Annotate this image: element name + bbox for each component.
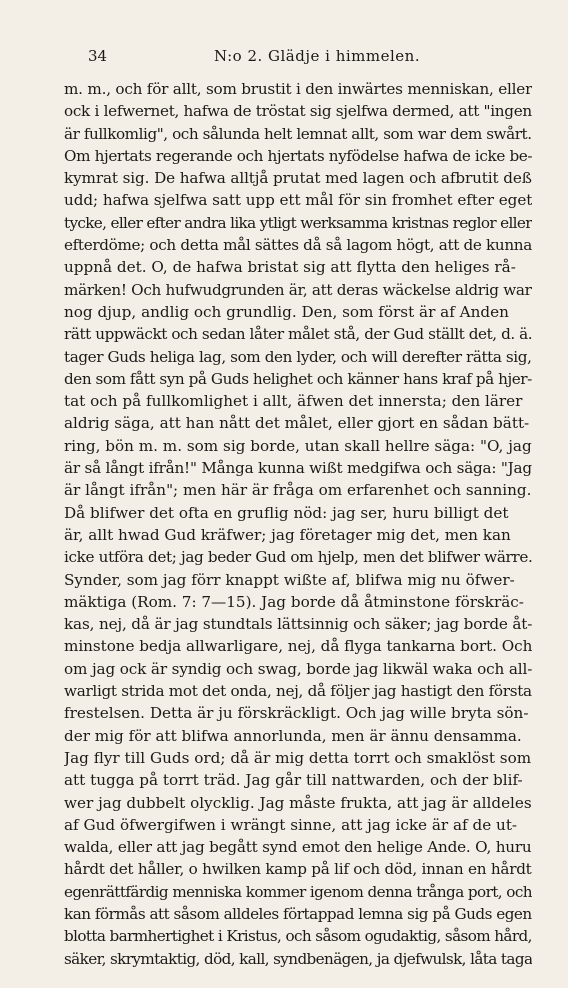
text-line: egenrättfärdig menniska kommer igenom denna trånga port, och <box>64 882 532 901</box>
text-line: är långt ifrån"; men här är fråga om erfarenhet och sanning. <box>64 481 532 500</box>
text-line: tat och på fullkomlighet i allt, äfwen det innersta; den lärer <box>64 392 523 411</box>
text-line: Om hjertats regerande och hjertats nyfödelse hafwa de icke be- <box>64 146 532 165</box>
body-text <box>64 78 532 970</box>
text-line: säker, skrymtaktig, död, kall, syndbenägen, ja djefwulsk, låta taga <box>64 949 532 968</box>
text-line: är fullkomlig", och sålunda helt lemnat allt, som war dem swårt. <box>64 124 532 143</box>
text-line: m. m., och för allt, som brustit i den inwärtes menniskan, eller <box>64 80 532 98</box>
text-line: tycke, eller efter andra lika ytligt werksamma kristnas reglor eller <box>64 213 532 232</box>
text-line: Då blifwer det ofta en gruflig nöd: jag ser, huru billigt det <box>64 503 509 522</box>
text-line: Synder, som jag förr knappt wißte af, blifwa mig nu öfwer- <box>64 570 515 589</box>
text-line: minstone bedja allwarligare, nej, då flyga tankarna bort. Och <box>64 637 532 656</box>
page-number: 34 <box>88 47 108 65</box>
text-line: frestelsen. Detta är ju förskräckligt. Och jag wille bryta sön- <box>64 704 529 723</box>
text-line: kas, nej, då är jag stundtals lättsinnig och säker; jag borde åt- <box>64 615 532 634</box>
text-line: märken! Och hufwudgrunden är, att deras wäckelse aldrig war <box>64 280 532 299</box>
text-line: icke utföra det; jag beder Gud om hjelp, men det blifwer wärre. <box>64 548 532 567</box>
text-line: den som fått syn på Guds helighet och känner hans kraf på hjer- <box>64 369 532 388</box>
text-line: nog djup, andlig och grundlig. Den, som först är af Anden <box>64 302 509 321</box>
text-line: mäktiga (Rom. 7: 7—15). Jag borde då åtminstone förskräc- <box>64 592 524 611</box>
text-line: af Gud öfwergifwen i wrängt sinne, att jag icke är af de ut- <box>64 815 518 834</box>
text-line: kan förmås att såsom alldeles förtappad lemna sig på Guds egen <box>64 904 532 923</box>
text-line: walda, eller att jag begått synd emot den helige Ande. O, huru <box>64 838 532 857</box>
text-line: hårdt det håller, o hwilken kamp på lif och död, innan en hårdt <box>64 860 532 879</box>
text-line: warligt strida mot det onda, nej, då följer jag hastigt den första <box>64 682 532 701</box>
text-line: är, allt hwad Gud kräfwer; jag företager mig det, men kan <box>64 525 511 544</box>
text-line: ring, bön m. m. som sig borde, utan skall hellre säga: "O, jag <box>64 436 532 455</box>
running-title: N:o 2. Glädje i himmelen. <box>214 47 421 65</box>
text-line: om jag ock är syndig och swag, borde jag likwäl waka och all- <box>64 659 532 678</box>
text-line: udd; hafwa sjelfwa satt upp ett mål för sin fromhet efter eget <box>64 191 532 210</box>
text-line: efterdöme; och detta mål sättes då så lagom högt, att de kunna <box>64 236 532 255</box>
text-line: Jag flyr till Guds ord; då är mig detta torrt och smaklöst som <box>64 748 532 767</box>
text-line: blotta barmhertighet i Kristus, och såsom ogudaktig, såsom hård, <box>64 927 532 946</box>
text-line: uppnå det. O, de hafwa bristat sig att flytta den heliges rå- <box>64 258 516 277</box>
text-line: aldrig säga, att han nått det målet, eller gjort en sådan bätt- <box>64 414 530 433</box>
text-line: rätt uppwäckt och sedan låter målet stå, der Gud ställt det, d. ä. <box>64 325 532 344</box>
text-line: kymrat sig. De hafwa alltjå prutat med lagen och afbrutit deß <box>64 169 532 188</box>
text-line: tager Guds heliga lag, som den lyder, och will derefter rätta sig, <box>64 347 532 366</box>
text-line: att tugga på torrt träd. Jag går till nattwarden, och der blif- <box>64 771 523 790</box>
text-line: är så långt ifrån!" Många kunna wißt medgifwa och säga: "Jag <box>64 459 532 478</box>
text-line: ock i lefwernet, hafwa de tröstat sig sjelfwa dermed, att "ingen <box>64 102 532 121</box>
text-line: wer jag dubbelt olycklig. Jag måste frukta, att jag är alldeles <box>64 793 532 812</box>
text-line: der mig för att blifwa annorlunda, men är ännu densamma. <box>64 726 522 745</box>
